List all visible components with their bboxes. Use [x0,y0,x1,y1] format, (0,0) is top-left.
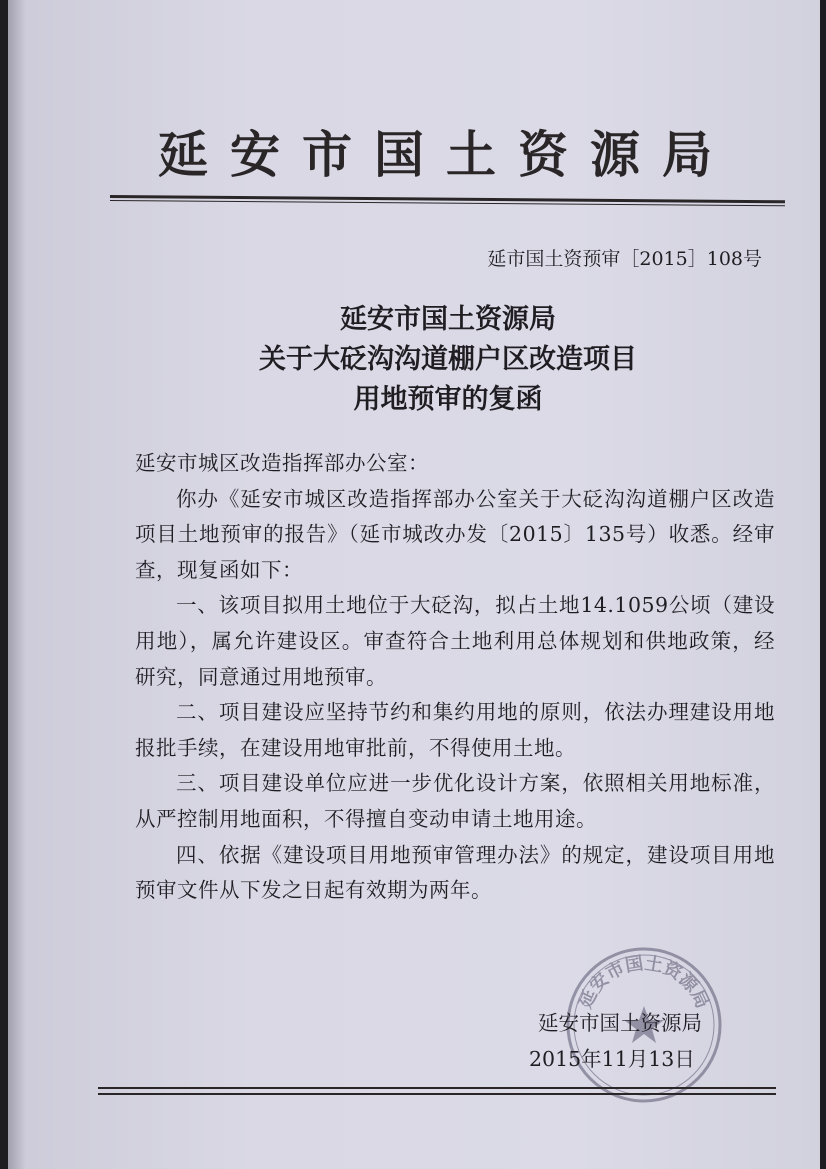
signature-organization: 延安市国土资源局 [538,1011,702,1035]
page-edge-shadow [8,0,26,1169]
footer-rule [98,1087,776,1089]
letterhead-title: 延安市国土资源局 [158,125,734,184]
title-line-2: 关于大砭沟沟道棚户区改造项目 [259,344,637,375]
signature-date: 2015年11月13日 [529,1047,695,1071]
body-paragraph: 你办《延安市城区改造指挥部办公室关于大砭沟沟道棚户区改造项目土地预审的报告》（延市城改办发〔2015〕135号）收悉。经审查，现复函如下： [135,486,775,582]
body-paragraph: 一、该项目拟用土地位于大砭沟，拟占土地14.1059公顷（建设用地），属允许建设区。审查符合土地利用总体规划和供地政策，经研究，同意通过用地预审。 [135,593,775,689]
body-paragraph: 三、项目建设单位应进一步优化设计方案，依照相关用地标准，从严控制用地面积，不得擅自变动申请土地用途。 [135,771,775,831]
document-body [135,446,775,909]
salutation: 延安市城区改造指挥部办公室： [135,451,429,475]
document-page [8,0,820,1169]
document-title [128,300,768,420]
title-line-1: 延安市国土资源局 [340,304,556,335]
title-line-3: 用地预审的复函 [353,384,543,415]
seal-text: 延安市国土资源局 [575,952,713,1012]
footer-rule-2 [98,1093,776,1095]
body-paragraph: 二、项目建设应坚持节约和集约用地的原则，依法办理建设用地报批手续，在建设用地审批前，不得使用土地。 [135,700,775,760]
document-number: 延市国土资预审［2015］108号 [487,248,762,270]
svg-text:延安市国土资源局 [574,952,713,1012]
body-paragraph: 四、依据《建设项目用地预审管理办法》的规定，建设项目用地预审文件从下发之日起有效期为两年。 [135,842,775,903]
